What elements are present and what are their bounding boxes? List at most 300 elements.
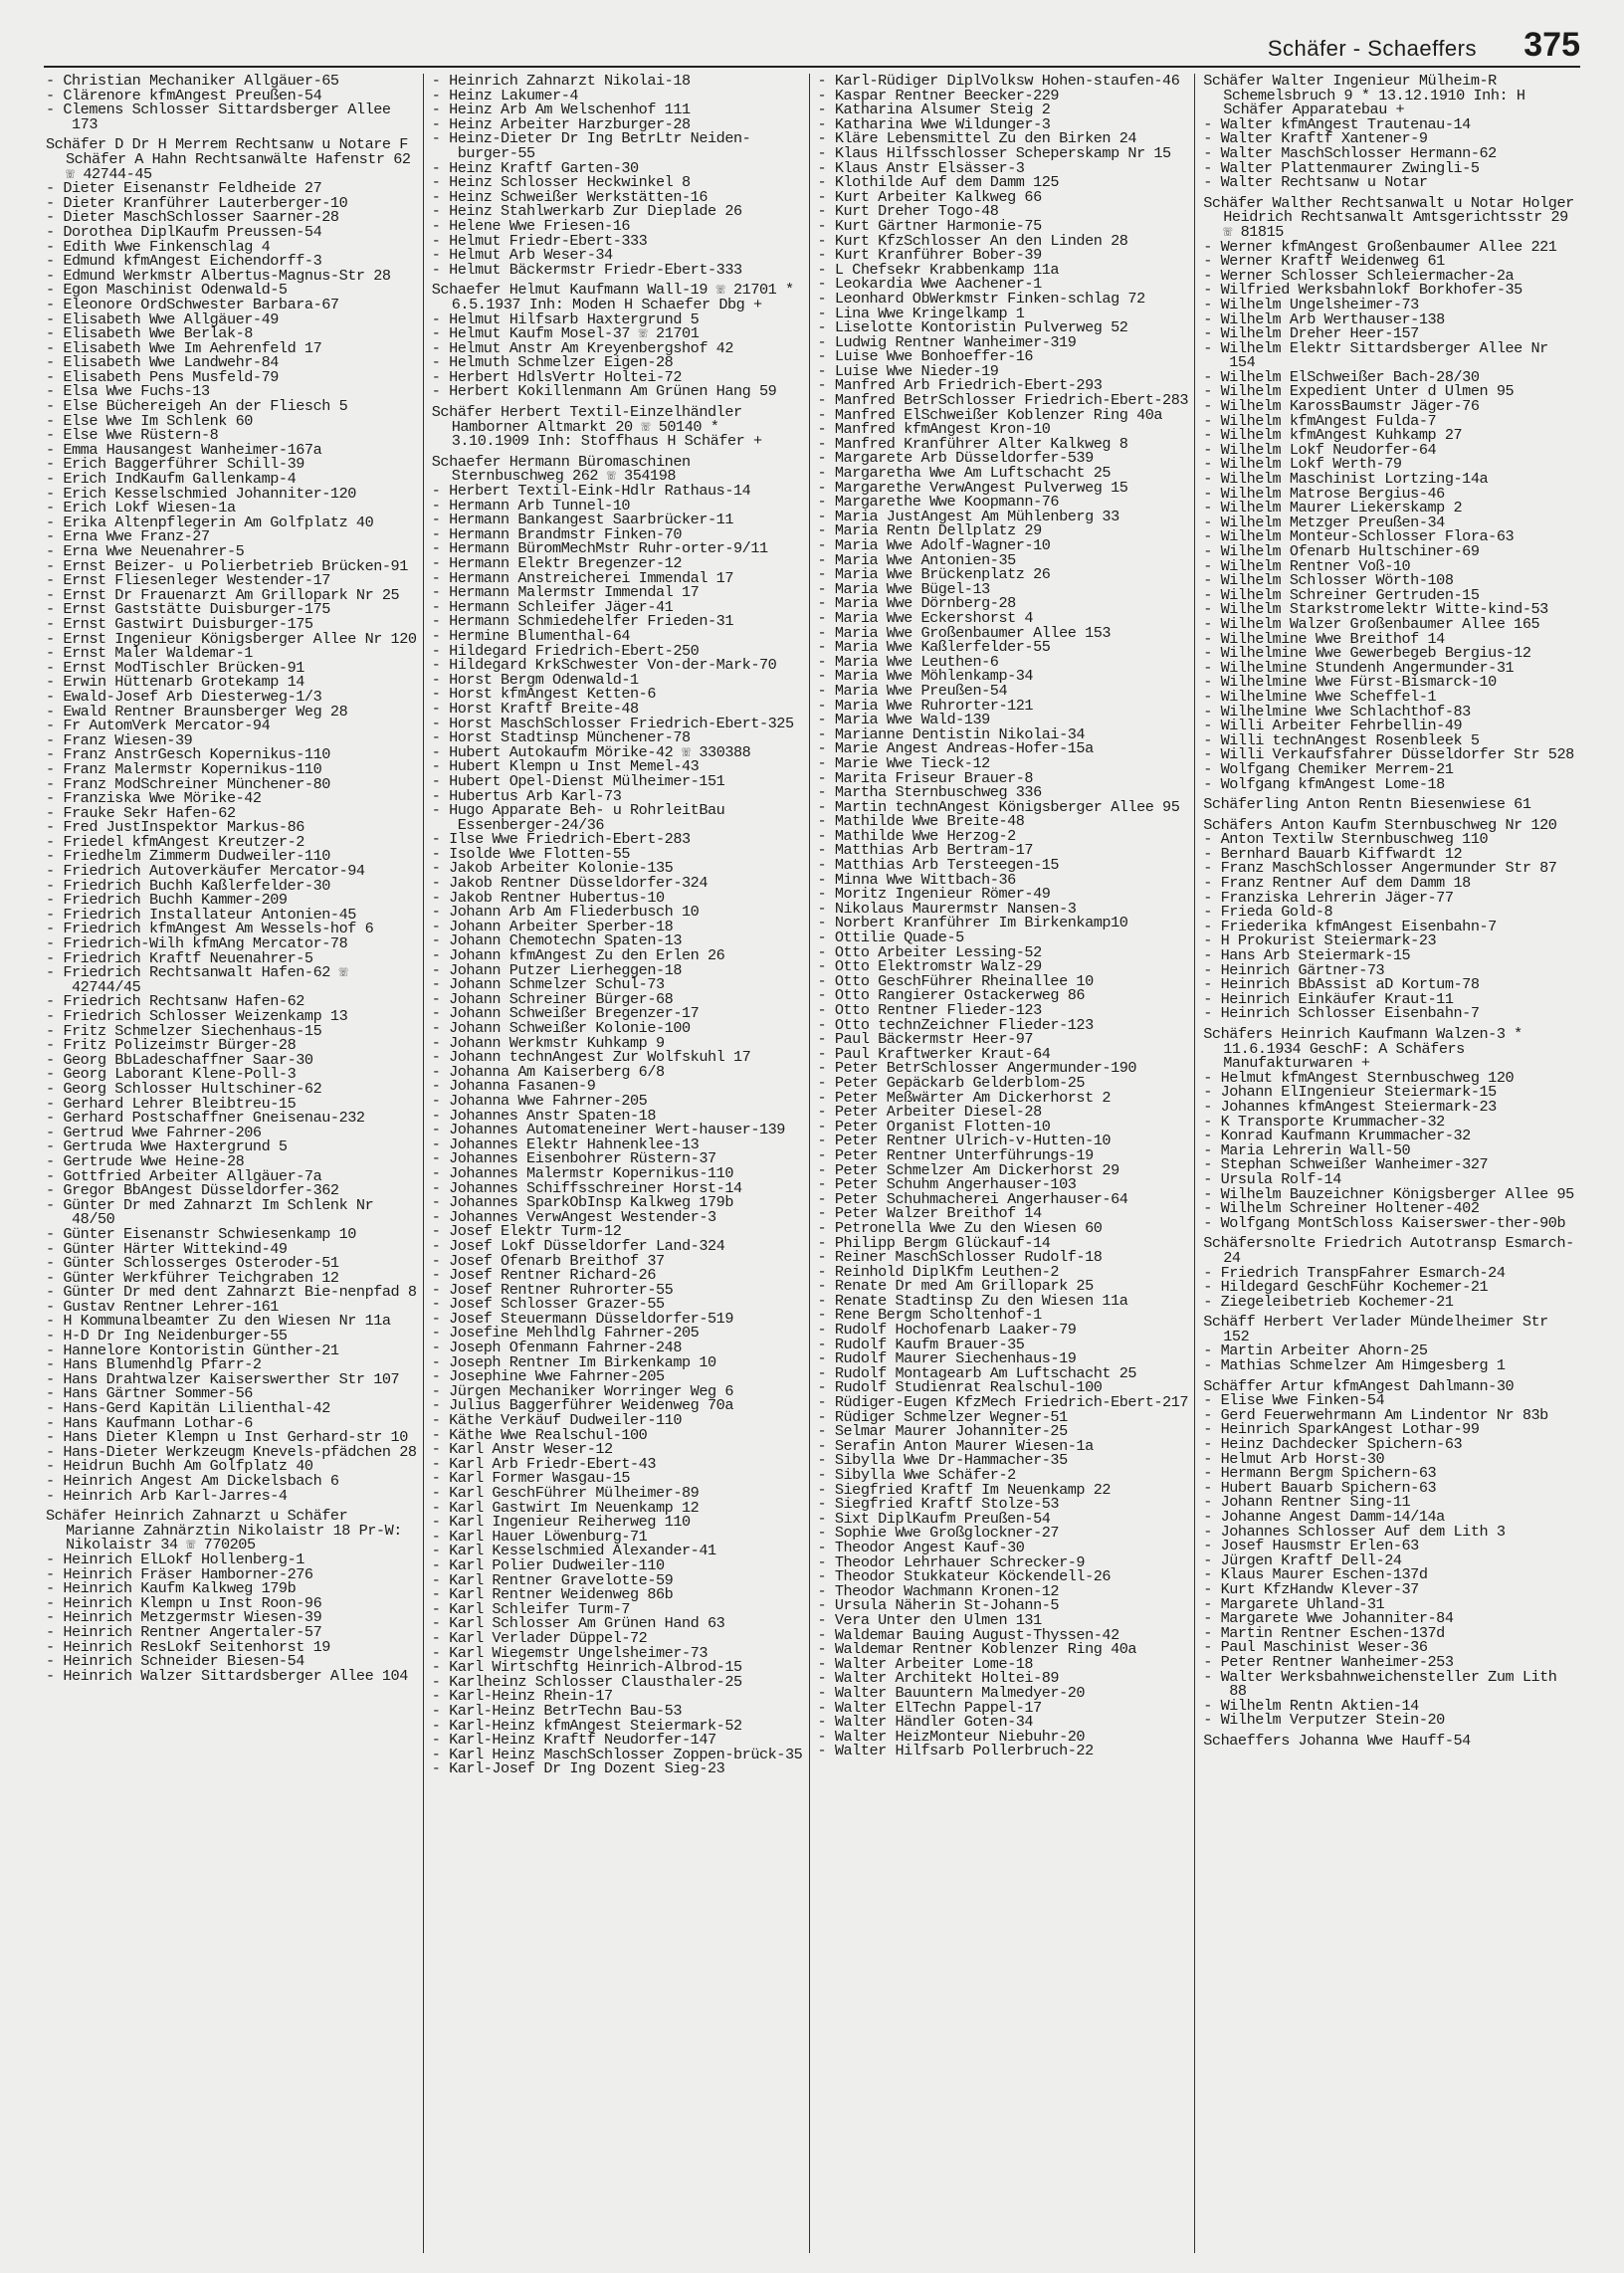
directory-entry: - Wilhelm Bauzeichner Königsberger Allee 95	[1203, 1184, 1574, 1203]
directory-entry: - Karl Polier Dudweiler-110	[431, 1555, 665, 1574]
directory-entry: - Hugo Apparate Beh- u RohrleitBau Essenberger-24/36	[431, 801, 733, 834]
directory-entry: - Katharina Alsumer Steig 2	[817, 101, 1051, 119]
directory-entry: - Hubert Klempn u Inst Memel-43	[431, 757, 700, 776]
directory-entry: - Wolfgang MontSchloss Kaiserswer-ther-90b	[1203, 1213, 1566, 1232]
directory-entry: - Josef Rentner Ruhrorter-55	[431, 1280, 674, 1299]
directory-entry: - Gerhard Lehrer Bleibtreu-15	[46, 1094, 297, 1113]
directory-entry: - Wilhelm Maschinist Lortzing-14a	[1203, 470, 1489, 489]
directory-entry: - Karl Wiegemstr Ungelsheimer-73	[431, 1643, 708, 1662]
directory-entry: - Marita Friseur Brauer-8	[817, 768, 1034, 787]
directory-entry: - Otto technZeichner Flieder-123	[817, 1015, 1094, 1034]
directory-entry: - Friedrich Buchh Kammer-209	[46, 891, 288, 910]
directory-entry: - Elisabeth Wwe Allgäuer-49	[46, 310, 279, 328]
directory-heading-entry: Schäfer Herbert Textil-Einzelhändler Hamborner Altmarkt 20 ☏ 50140 * 3.10.1909 Inh: Stoffhaus H Schäfer +	[431, 403, 762, 451]
directory-entry: - Hans-Dieter Werkzeugm Knevels-pfädchen 28	[46, 1442, 417, 1461]
directory-entry: - Heinrich Einkäufer Kraut-11	[1203, 989, 1454, 1008]
directory-entry: - Peter Rentner Ulrich-v-Hutten-10	[817, 1132, 1112, 1150]
directory-entry: - Karl Wirtschftg Heinrich-Albrod-15	[431, 1658, 742, 1677]
directory-entry: - Ziegeleibetrieb Kochemer-21	[1203, 1292, 1454, 1311]
directory-entry: - Margarete Wwe Johanniter-84	[1203, 1609, 1454, 1628]
directory-entry: - Petronella Wwe Zu den Wiesen 60	[817, 1218, 1103, 1237]
directory-entry: - Waldemar Bauing August-Thyssen-42	[817, 1625, 1119, 1644]
directory-entry: - Karl Schlosser Am Grünen Hand 63	[431, 1614, 725, 1633]
directory-entry: - Ernst Maler Waldemar-1	[46, 644, 253, 663]
directory-entry: - Käthe Verkäuf Dudweiler-110	[431, 1411, 683, 1430]
directory-entry: - Franziska Lehrerin Jäger-77	[1203, 888, 1454, 907]
directory-entry: - Heinrich Kaufm Kalkweg 179b	[46, 1579, 297, 1598]
directory-entry: - Wilhelmine Wwe Schlachthof-83	[1203, 702, 1471, 721]
directory-entry: - Bernhard Bauarb Kiffwardt 12	[1203, 844, 1463, 863]
directory-entry: - Rudolf Maurer Siechenhaus-19	[817, 1349, 1077, 1368]
directory-entry: - Minna Wwe Wittbach-36	[817, 870, 1016, 889]
directory-entry: - Karl Kesselschmied Alexander-41	[431, 1542, 716, 1560]
directory-entry: - Philipp Bergm Glückauf-14	[817, 1233, 1051, 1252]
directory-entry: - Manfred ElSchweißer Koblenzer Ring 40a	[817, 405, 1163, 424]
directory-entry: - Wilhelm KarossBaumstr Jäger-76	[1203, 397, 1480, 416]
directory-entry: - Siegfried Kraftf Stolze-53	[817, 1495, 1060, 1514]
directory-entry: - Helmut Friedr-Ebert-333	[431, 231, 648, 250]
directory-entry: - Karl Ingenieur Reiherweg 110	[431, 1513, 691, 1532]
directory-entry: - Karl-Rüdiger DiplVolksw Hohen-staufen-46	[817, 72, 1180, 90]
directory-entry: - Gertrude Wwe Heine-28	[46, 1151, 245, 1170]
directory-entry: - Günter Eisenanstr Schwiesenkamp 10	[46, 1224, 356, 1243]
directory-entry: - Elisabeth Wwe Berlak-8	[46, 324, 253, 343]
column-4	[1194, 72, 1583, 2253]
directory-entry: - Martha Sternbuschweg 336	[817, 783, 1042, 802]
directory-entry: - Wilhelm Walzer Großenbaumer Allee 165	[1203, 614, 1540, 633]
directory-entry: - Wilhelm Starkstromelektr Witte-kind-53	[1203, 600, 1548, 619]
directory-heading-entry: Schaeffers Johanna Wwe Hauff-54	[1203, 1731, 1471, 1750]
directory-entry: - Sibylla Wwe Schäfer-2	[817, 1466, 1016, 1484]
directory-entry: - Herbert Textil-Eink-Hdlr Rathaus-14	[431, 482, 751, 501]
directory-entry: - Rene Bergm Scholtenhof-1	[817, 1306, 1042, 1325]
directory-entry: - Hannelore Kontoristin Günther-21	[46, 1341, 339, 1359]
directory-entry: - Johannes Eisenbohrer Rüstern-37	[431, 1149, 716, 1168]
directory-entry: - Luise Wwe Nieder-19	[817, 361, 999, 380]
directory-entry: - Wilhelm Verputzer Stein-20	[1203, 1711, 1445, 1730]
directory-entry: - Karl Gastwirt Im Neuenkamp 12	[431, 1498, 700, 1517]
directory-entry: - Erna Wwe Franz-27	[46, 527, 210, 546]
directory-heading-entry: Schäfer Walter Ingenieur Mülheim-R Schemelsbruch 9 * 13.12.1910 Inh: H Schäfer Apparatebau +	[1203, 72, 1534, 119]
directory-entry: - Rudolf Kaufm Brauer-35	[817, 1335, 1025, 1353]
directory-entry: - Maria Wwe Großenbaumer Allee 153	[817, 623, 1112, 642]
directory-entry: - Hubert Opel-Dienst Mülheimer-151	[431, 771, 725, 790]
directory-entry: - Johannes Elektr Hahnenklee-13	[431, 1135, 700, 1153]
directory-entry: - Günter Schlosserges Osteroder-51	[46, 1254, 339, 1273]
directory-entry: - Josef Schlosser Grazer-55	[431, 1295, 665, 1314]
directory-entry: - Horst Stadtinsp Münchener-78	[431, 728, 691, 747]
directory-entry: - Ernst Dr Frauenarzt Am Grillopark Nr 25	[46, 585, 400, 604]
directory-entry: - Karl GeschFührer Mülheimer-89	[431, 1484, 700, 1502]
directory-entry: - Helene Wwe Friesen-16	[431, 216, 631, 235]
directory-entry: - Hermann Schleifer Jäger-41	[431, 597, 674, 616]
directory-entry: - Karl-Heinz kfmAngest Steiermark-52	[431, 1716, 742, 1735]
directory-entry: - Johann Arbeiter Sperber-18	[431, 917, 674, 935]
directory-entry: - Hermine Blumenthal-64	[431, 626, 631, 645]
directory-entry: - Fr AutomVerk Mercator-94	[46, 717, 271, 735]
directory-entry: - Heinz-Dieter Dr Ing BetrLtr Neiden-burger-55	[431, 129, 751, 162]
directory-entry: - Josef Ofenarb Breithof 37	[431, 1251, 665, 1270]
directory-entry: - Jürgen Mechaniker Worringer Weg 6	[431, 1381, 733, 1400]
directory-entry: - Joseph Ofenmann Fahrner-248	[431, 1339, 683, 1357]
directory-entry: - Manfred kfmAngest Kron-10	[817, 420, 1051, 439]
directory-heading-entry: Schäfers Anton Kaufm Sternbuschweg Nr 120	[1203, 815, 1557, 834]
directory-columns	[44, 72, 1583, 2253]
directory-entry: - Walter Arbeiter Lome-18	[817, 1654, 1034, 1673]
directory-entry: - Peter BetrSchlosser Angermunder-190	[817, 1059, 1137, 1078]
directory-entry: - Johann Schweißer Kolonie-100	[431, 1019, 691, 1037]
directory-entry: - Wilhelmine Wwe Fürst-Bismarck-10	[1203, 673, 1497, 692]
directory-heading-entry: Schaefer Hermann Büromaschinen Sternbuschweg 262 ☏ 354198	[431, 452, 700, 486]
directory-entry: - Johann Putzer Lierheggen-18	[431, 960, 683, 979]
directory-entry: - Kurt Gärtner Harmonie-75	[817, 216, 1042, 235]
directory-entry: - Erich Kesselschmied Johanniter-120	[46, 484, 356, 503]
directory-entry: - Selmar Maurer Johanniter-25	[817, 1422, 1068, 1441]
directory-entry: - Johannes kfmAngest Steiermark-23	[1203, 1097, 1497, 1116]
directory-heading-entry: Schäferling Anton Rentn Biesenwiese 61	[1203, 795, 1531, 814]
directory-entry: - H-D Dr Ing Neidenburger-55	[46, 1327, 288, 1345]
directory-entry: - Ernst Beizer- u Polierbetrieb Brücken-91	[46, 556, 408, 575]
directory-heading-entry: Schäff Herbert Verlader Mündelheimer Str 152	[1203, 1313, 1557, 1345]
directory-entry: - Edmund Werkmstr Albertus-Magnus-Str 28	[46, 266, 391, 285]
directory-entry: - Werner Schlosser Schleiermacher-2a	[1203, 266, 1515, 285]
directory-entry: - Manfred Kranführer Alter Kalkweg 8	[817, 434, 1128, 453]
column-2	[423, 74, 809, 2253]
directory-entry: - Maria Wwe Brückenplatz 26	[817, 565, 1051, 584]
directory-entry: - Helmut Bäckermstr Friedr-Ebert-333	[431, 260, 742, 279]
directory-entry: - Johannes Automateneiner Wert-hauser-139	[431, 1121, 785, 1139]
directory-entry: - Friedrich Rechtsanwalt Hafen-62 ☏ 42744/45	[46, 963, 356, 996]
directory-entry: - Jakob Arbeiter Kolonie-135	[431, 859, 674, 878]
directory-entry: - Konrad Kaufmann Krummacher-32	[1203, 1127, 1471, 1145]
directory-entry: - Heinrich Schlosser Eisenbahn-7	[1203, 1004, 1480, 1023]
directory-entry: - Karl Former Wasgau-15	[431, 1469, 631, 1488]
directory-entry: - Wilhelmine Wwe Gewerbegeb Bergius-12	[1203, 644, 1531, 663]
directory-entry: - Heinrich Metzgermstr Wiesen-39	[46, 1608, 322, 1627]
directory-entry: - Karl-Heinz Kraftf Neudorfer-147	[431, 1731, 716, 1750]
directory-entry: - Friedrich Schlosser Weizenkamp 13	[46, 1007, 348, 1025]
directory-entry: - Theodor Stukkateur Köckendell-26	[817, 1567, 1112, 1586]
directory-entry: - Günter Dr med Zahnarzt Im Schlenk Nr 48/50	[46, 1195, 382, 1229]
directory-entry: - Maria Wwe Ruhrorter-121	[817, 696, 1034, 715]
directory-entry: - Walter HeizMonteur Niebuhr-20	[817, 1727, 1086, 1746]
directory-entry: - Friedrich Autoverkäufer Mercator-94	[46, 862, 365, 881]
directory-entry: - Paul Maschinist Weser-36	[1203, 1638, 1428, 1657]
directory-entry: - Clärenore kfmAngest Preußen-54	[46, 86, 322, 104]
directory-entry: - Herbert HdlsVertr Holtei-72	[431, 367, 683, 386]
directory-entry: - Martin Arbeiter Ahorn-25	[1203, 1342, 1428, 1360]
directory-entry: - Wilhelm Rentner Voß-10	[1203, 556, 1411, 575]
directory-entry: - Maria Wwe Eckershorst 4	[817, 608, 1034, 627]
directory-entry: - Elisabeth Wwe Im Aehrenfeld 17	[46, 338, 322, 357]
directory-entry: - Hubert Autokaufm Mörike-42 ☏ 330388	[431, 742, 751, 761]
directory-entry: - Renate Stadtinsp Zu den Wiesen 11a	[817, 1291, 1128, 1310]
directory-entry: - Wilhelm Arb Werthauser-138	[1203, 310, 1445, 328]
directory-entry: - Otto Elektromstr Walz-29	[817, 957, 1042, 976]
directory-entry: - Reiner MaschSchlosser Rudolf-18	[817, 1248, 1103, 1267]
directory-entry: - Franz Wiesen-39	[46, 730, 193, 749]
directory-entry: - Manfred Arb Friedrich-Ebert-293	[817, 376, 1103, 395]
directory-entry: - Walter MaschSchlosser Hermann-62	[1203, 143, 1497, 162]
directory-entry: - Wilhelm Matrose Bergius-46	[1203, 484, 1445, 503]
directory-entry: - Helmut kfmAngest Sternbuschweg 120	[1203, 1068, 1515, 1087]
directory-entry: - Wolfgang Chemiker Merrem-21	[1203, 759, 1454, 778]
directory-entry: - Maria Lehrerin Wall-50	[1203, 1140, 1411, 1159]
directory-entry: - Johanna Fasanen-9	[431, 1077, 596, 1096]
directory-entry: - Jakob Rentner Düsseldorfer-324	[431, 874, 708, 893]
directory-entry: - Peter Schmelzer Am Dickerhorst 29	[817, 1160, 1119, 1179]
directory-entry: - Theodor Angest Kauf-30	[817, 1538, 1025, 1556]
directory-entry: - Leokardia Wwe Aachener-1	[817, 275, 1042, 294]
directory-entry: - Hans-Gerd Kapitän Lilienthal-42	[46, 1399, 330, 1418]
directory-entry: - Mathilde Wwe Herzog-2	[817, 826, 1016, 845]
directory-entry: - Otto GeschFührer Rheinallee 10	[817, 971, 1094, 990]
directory-entry: - Ernst Fliesenleger Westender-17	[46, 571, 330, 590]
directory-entry: - Elsa Wwe Fuchs-13	[46, 382, 210, 401]
directory-entry: - Maria Rentn Dellplatz 29	[817, 521, 1042, 540]
directory-entry: - Mathias Schmelzer Am Himgesberg 1	[1203, 1356, 1506, 1375]
directory-entry: - Franz Malermstr Kopernikus-110	[46, 759, 322, 778]
directory-entry: - Friedrich Buchh Kaßlerfelder-30	[46, 876, 330, 895]
directory-entry: - Hans Dieter Klempn u Inst Gerhard-str 10	[46, 1428, 408, 1447]
directory-entry: - Renate Dr med Am Grillopark 25	[817, 1277, 1094, 1296]
directory-entry: - Klaus Maurer Eschen-137d	[1203, 1565, 1428, 1584]
directory-entry: - Hans Kaufmann Lothar-6	[46, 1413, 253, 1432]
directory-entry: - Wilhelm Monteur-Schlosser Flora-63	[1203, 527, 1515, 546]
directory-entry: - Elisabeth Wwe Landwehr-84	[46, 353, 279, 372]
directory-entry: - Sophie Wwe Großglockner-27	[817, 1524, 1060, 1543]
directory-entry: - Wilfried Werksbahnlokf Borkhofer-35	[1203, 281, 1522, 300]
directory-entry: - K Transporte Krummacher-32	[1203, 1112, 1445, 1131]
directory-entry: - H Prokurist Steiermark-23	[1203, 931, 1437, 950]
directory-entry: - Maria Wwe Leuthen-6	[817, 652, 999, 671]
directory-entry: - Heinrich ElLokf Hollenberg-1	[46, 1550, 304, 1568]
directory-entry: - Johannes Malermstr Kopernikus-110	[431, 1163, 733, 1182]
directory-entry: - Rudolf Hochofenarb Laaker-79	[817, 1321, 1077, 1340]
directory-entry: - Otto Rentner Flieder-123	[817, 1001, 1042, 1019]
directory-entry: - Moritz Ingenieur Römer-49	[817, 885, 1051, 904]
directory-entry: - Friedrich Installateur Antonien-45	[46, 905, 356, 924]
directory-entry: - Josef Lokf Düsseldorfer Land-324	[431, 1236, 725, 1255]
directory-entry: - Kurt Kranführer Bober-39	[817, 246, 1042, 265]
directory-entry: - Walter Werksbahnweichensteller Zum Lith 88	[1203, 1667, 1566, 1701]
directory-entry: - Edmund kfmAngest Eichendorff-3	[46, 252, 322, 271]
directory-entry: - Else Wwe Rüstern-8	[46, 426, 219, 445]
directory-entry: - Fritz Schmelzer Siechenhaus-15	[46, 1021, 322, 1040]
directory-entry: - Maria Wwe Kaßlerfelder-55	[817, 638, 1051, 657]
directory-entry: - Günter Werkführer Teichgraben 12	[46, 1268, 339, 1287]
directory-entry: - Kurt Dreher Togo-48	[817, 202, 999, 221]
directory-entry: - Heinrich Schneider Biesen-54	[46, 1652, 304, 1671]
directory-entry: - Johanna Am Kaiserberg 6/8	[431, 1062, 665, 1081]
directory-entry: - Katharina Wwe Wildunger-3	[817, 114, 1051, 133]
directory-entry: - Luise Wwe Bonhoeffer-16	[817, 347, 1034, 366]
directory-entry: - Matthias Arb Bertram-17	[817, 841, 1034, 860]
directory-entry: - Sixt DiplKaufm Preußen-54	[817, 1509, 1051, 1528]
directory-entry: - Serafin Anton Maurer Wiesen-1a	[817, 1436, 1094, 1455]
directory-entry: - Herbert Kokillenmann Am Grünen Hang 59	[431, 382, 777, 401]
directory-entry: - Ludwig Rentner Wanheimer-319	[817, 332, 1077, 351]
directory-entry: - Johann Schreiner Bürger-68	[431, 989, 674, 1008]
directory-entry: - Josef Rentner Richard-26	[431, 1266, 657, 1285]
directory-entry: - Walter Händler Goten-34	[817, 1713, 1034, 1732]
directory-entry: - Johann Rentner Sing-11	[1203, 1493, 1411, 1512]
directory-entry: - Wilhelm Schreiner Holtener-402	[1203, 1199, 1480, 1218]
directory-entry: - Johann Chemotechn Spaten-13	[431, 931, 683, 950]
directory-entry: - Johann Werkmstr Kuhkamp 9	[431, 1033, 665, 1052]
directory-entry: - Emma Hausangest Wanheimer-167a	[46, 440, 322, 459]
directory-entry: - Ernst ModTischler Brücken-91	[46, 658, 304, 677]
directory-entry: - Rudolf Studienrat Realschul-100	[817, 1378, 1103, 1397]
directory-entry: - Elise Wwe Finken-54	[1203, 1391, 1385, 1410]
directory-entry: - Martin Rentner Eschen-137d	[1203, 1623, 1445, 1642]
directory-entry: - Karl Heinz MaschSchlosser Zoppen-brück-35	[431, 1745, 803, 1763]
directory-entry: - Heinrich BbAssist aD Kortum-78	[1203, 975, 1480, 994]
directory-entry: - Peter Schuhmacherei Angerhauser-64	[817, 1189, 1128, 1208]
directory-entry: - Hermann Arb Tunnel-10	[431, 496, 631, 515]
directory-heading-entry: Schaefer Helmut Kaufmann Wall-19 ☏ 21701 * 6.5.1937 Inh: Moden H Schaefer Dbg +	[431, 281, 803, 313]
directory-entry: - Wilhelm Rentn Aktien-14	[1203, 1696, 1419, 1715]
directory-entry: - Ernst Gaststätte Duisburger-175	[46, 600, 330, 619]
directory-entry: - Helmut Arb Weser-34	[431, 246, 613, 265]
directory-entry: - Karl Hauer Löwenburg-71	[431, 1527, 648, 1546]
directory-entry: - Kaspar Rentner Beecker-229	[817, 86, 1060, 104]
directory-entry: - Karl Rentner Weidenweg 86b	[431, 1585, 674, 1604]
directory-entry: - Hans Arb Steiermark-15	[1203, 946, 1411, 965]
directory-entry: - Heinrich Rentner Angertaler-57	[46, 1622, 322, 1641]
directory-entry: - Dorothea DiplKaufm Preussen-54	[46, 222, 322, 241]
directory-entry: - Peter Organist Flotten-10	[817, 1117, 1051, 1136]
directory-entry: - Karl Anstr Weser-12	[431, 1440, 613, 1459]
directory-entry: - Erna Wwe Neuenahrer-5	[46, 542, 245, 560]
directory-entry: - Ernst Gastwirt Duisburger-175	[46, 614, 313, 633]
directory-entry: - Josef Steuermann Düsseldorfer-519	[431, 1309, 733, 1328]
directory-entry: - Werner Kraftf Weidenweg 61	[1203, 252, 1445, 271]
directory-entry: - Walter Kraftf Xantener-9	[1203, 129, 1428, 148]
directory-entry: - Johanna Wwe Fahrner-205	[431, 1091, 648, 1110]
directory-entry: - Wilhelm Schlosser Wörth-108	[1203, 571, 1454, 590]
directory-entry: - Margarethe VerwAngest Pulverweg 15	[817, 478, 1128, 497]
directory-entry: - Marie Wwe Tieck-12	[817, 753, 990, 772]
directory-entry: - Willi Verkaufsfahrer Düsseldorfer Str 528	[1203, 745, 1574, 764]
directory-entry: - Wilhelmine Wwe Scheffel-1	[1203, 687, 1437, 706]
directory-entry: - Wilhelm Ungelsheimer-73	[1203, 295, 1419, 313]
directory-entry: - Wolfgang kfmAngest Lome-18	[1203, 774, 1445, 793]
directory-entry: - Friedhelm Zimmerm Dudweiler-110	[46, 847, 330, 866]
directory-entry: - Heinrich Walzer Sittardsberger Allee 104	[46, 1666, 408, 1685]
directory-entry: - Hans Drahtwalzer Kaiserswerther Str 107	[46, 1369, 400, 1388]
directory-entry: - Karl Schleifer Turm-7	[431, 1599, 631, 1618]
directory-entry: - Fritz Polizeimstr Bürger-28	[46, 1036, 297, 1055]
directory-entry: - Hans Gärtner Sommer-56	[46, 1384, 253, 1403]
directory-entry: - Waldemar Rentner Koblenzer Ring 40a	[817, 1640, 1137, 1659]
directory-entry: - Klaus Anstr Elsässer-3	[817, 158, 1025, 177]
directory-entry: - Wilhelm kfmAngest Kuhkamp 27	[1203, 426, 1463, 445]
directory-entry: - Erika Altenpflegerin Am Golfplatz 40	[46, 513, 374, 531]
directory-entry: - Clemens Schlosser Sittardsberger Allee 173	[46, 101, 400, 133]
directory-entry: - Peter Arbeiter Diesel-28	[817, 1103, 1042, 1122]
directory-entry: - Karl Rentner Gravelotte-59	[431, 1570, 674, 1589]
directory-entry: - Heinrich SparkAngest Lothar-99	[1203, 1420, 1480, 1439]
directory-entry: - Horst Bergm Odenwald-1	[431, 670, 639, 689]
directory-entry: - Ernst Ingenieur Königsberger Allee Nr 120	[46, 629, 417, 648]
directory-entry: - Johann Schweißer Bregenzer-17	[431, 1004, 700, 1023]
directory-heading-entry: Schäfersnolte Friedrich Autotransp Esmarch-24	[1203, 1234, 1574, 1267]
directory-entry: - Margarete Uhland-31	[1203, 1594, 1385, 1613]
directory-entry: - Heinrich Gärtner-73	[1203, 960, 1385, 979]
directory-entry: - Ewald-Josef Arb Diesterweg-1/3	[46, 687, 322, 706]
directory-entry: - Josef Hausmstr Erlen-63	[1203, 1537, 1419, 1555]
directory-entry: - Manfred BetrSchlosser Friedrich-Ebert-283	[817, 391, 1189, 410]
directory-entry: - H Kommunalbeamter Zu den Wiesen Nr 11a	[46, 1312, 391, 1331]
directory-entry: - Hermann Brandmstr Finken-70	[431, 524, 683, 543]
directory-entry: - Franziska Wwe Mörike-42	[46, 789, 262, 808]
directory-entry: - Frauke Sekr Hafen-62	[46, 803, 236, 822]
directory-entry: - Siegfried Kraftf Im Neuenkamp 22	[817, 1480, 1112, 1499]
directory-entry: - Walter kfmAngest Trautenau-14	[1203, 114, 1471, 133]
directory-entry: - Johannes Schiffsschreiner Horst-14	[431, 1178, 742, 1197]
directory-entry: - Theodor Lehrhauer Schrecker-9	[817, 1552, 1086, 1571]
directory-entry: - Walter Architekt Holtei-89	[817, 1669, 1060, 1688]
directory-entry: - Heinrich Fräser Hamborner-276	[46, 1564, 313, 1583]
directory-entry: - Wilhelm Dreher Heer-157	[1203, 324, 1419, 343]
directory-entry: - Hubert Bauarb Spichern-63	[1203, 1478, 1437, 1497]
directory-entry: - Heinz Stahlwerkarb Zur Dieplade 26	[431, 202, 742, 221]
directory-entry: - Günter Härter Wittekind-49	[46, 1239, 288, 1258]
directory-entry: - Ilse Wwe Friedrich-Ebert-283	[431, 830, 691, 849]
column-3	[809, 74, 1195, 2253]
directory-entry: - Karl-Josef Dr Ing Dozent Sieg-23	[431, 1759, 725, 1778]
directory-entry: - Peter Schuhm Angerhauser-103	[817, 1175, 1077, 1194]
directory-entry: - Erwin Hüttenarb Grotekamp 14	[46, 673, 304, 692]
directory-entry: - Erich Baggerführer Schill-39	[46, 455, 304, 474]
directory-entry: - Reinhold DiplKfm Leuthen-2	[817, 1262, 1060, 1281]
directory-entry: - Heinrich ResLokf Seitenhorst 19	[46, 1637, 330, 1656]
directory-entry: - Dieter Eisenanstr Feldheide 27	[46, 179, 322, 198]
directory-entry: - Ewald Rentner Braunsberger Weg 28	[46, 702, 348, 721]
directory-entry: - Hermann Bergm Spichern-63	[1203, 1464, 1437, 1483]
directory-entry: - Wilhelm Elektr Sittardsberger Allee Nr 154	[1203, 338, 1557, 372]
directory-entry: - Hildegard KrkSchwester Von-der-Mark-70	[431, 656, 777, 675]
directory-entry: - Wilhelm kfmAngest Fulda-7	[1203, 411, 1437, 430]
directory-entry: - Paul Bäckermstr Heer-97	[817, 1030, 1034, 1049]
directory-entry: - Gertrud Wwe Fahrner-206	[46, 1123, 262, 1141]
directory-entry: - Mathilde Wwe Breite-48	[817, 812, 1025, 831]
directory-entry: - Maria Wwe Bügel-13	[817, 579, 990, 598]
page-number: 375	[1523, 26, 1580, 64]
directory-entry: - Wilhelm Lokf Neudorfer-64	[1203, 440, 1437, 459]
directory-entry: - Hubertus Arb Karl-73	[431, 786, 622, 805]
directory-entry: - Friedrich-Wilh kfmAng Mercator-78	[46, 934, 348, 953]
directory-heading-entry: Schäfer D Dr H Merrem Rechtsanw u Notare F Schäfer A Hahn Rechtsanwälte Hafenstr 62 ☏ 42744-45	[46, 135, 420, 183]
directory-entry: - Vera Unter den Ulmen 131	[817, 1610, 1042, 1629]
directory-entry: - Heinz Arb Am Welschenhof 111	[431, 101, 691, 119]
directory-entry: - Wilhelmine Wwe Breithof 14	[1203, 629, 1445, 648]
directory-entry: - Franz Rentner Auf dem Damm 18	[1203, 874, 1471, 893]
directory-heading-entry: Schäfer Walther Rechtsanwalt u Notar Holger Heidrich Rechtsanwalt Amtsgerichtsstr 29 ☏ 81815	[1203, 193, 1583, 241]
directory-entry: - Franz AnstrGesch Kopernikus-110	[46, 745, 330, 764]
directory-entry: - Friederika kfmAngest Eisenbahn-7	[1203, 917, 1497, 935]
directory-entry: - Heinrich Angest Am Dickelsbach 6	[46, 1472, 339, 1490]
directory-entry: - Otto Rangierer Ostackerweg 86	[817, 986, 1086, 1005]
directory-entry: - Helmuth Schmelzer Eigen-28	[431, 353, 674, 372]
directory-entry: - Karl-Heinz Rhein-17	[431, 1687, 613, 1706]
directory-entry: - Heinz Kraftf Garten-30	[431, 158, 639, 177]
directory-entry: - Walter Hilfsarb Pollerbruch-22	[817, 1742, 1094, 1760]
directory-heading-entry: Schäfer Heinrich Zahnarzt u Schäfer Marianne Zahnärztin Nikolaistr 18 Pr-W: Nikolaistr 34 ☏ 770205	[46, 1507, 411, 1554]
directory-entry: - Karl Verlader Düppel-72	[431, 1628, 648, 1647]
directory-entry: - Georg Schlosser Hultschiner-62	[46, 1079, 322, 1098]
